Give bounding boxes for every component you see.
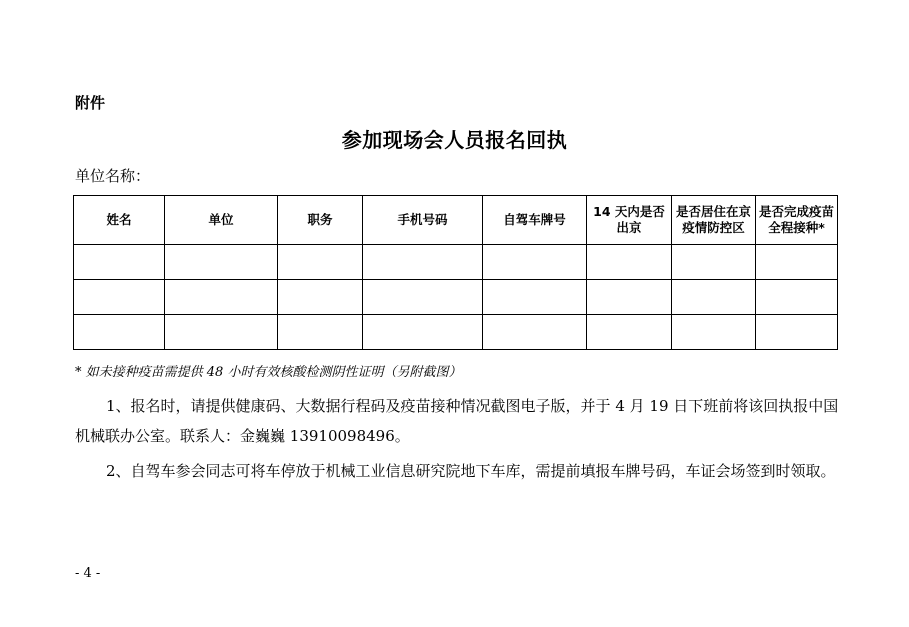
table-cell[interactable] bbox=[672, 280, 756, 315]
registration-table bbox=[73, 195, 838, 350]
table-cell[interactable] bbox=[74, 315, 165, 350]
col-header-control-zone: 是否居住在京疫情防控区 bbox=[672, 196, 756, 245]
table-cell[interactable] bbox=[278, 315, 363, 350]
table-cell[interactable] bbox=[278, 245, 363, 280]
col-header-vaccinated: 是否完成疫苗全程接种* bbox=[756, 196, 838, 245]
vaccine-footnote: * 如未接种疫苗需提供 48 小时有效核酸检测阴性证明（另附截图） bbox=[75, 365, 462, 380]
table-cell[interactable] bbox=[672, 315, 756, 350]
col-header-name: 姓名 bbox=[74, 196, 165, 245]
table-cell[interactable] bbox=[587, 280, 672, 315]
col-header-left-beijing: 14 天内是否出京 bbox=[587, 196, 672, 245]
table-cell[interactable] bbox=[363, 280, 483, 315]
col-header-unit: 单位 bbox=[165, 196, 278, 245]
page-number: - 4 - bbox=[75, 566, 101, 581]
col-header-position: 职务 bbox=[278, 196, 363, 245]
table-row bbox=[74, 245, 838, 280]
table-header-row bbox=[74, 196, 838, 245]
col-header-phone: 手机号码 bbox=[363, 196, 483, 245]
table-cell[interactable] bbox=[363, 245, 483, 280]
table-cell[interactable] bbox=[165, 280, 278, 315]
attachment-label: 附件 bbox=[75, 94, 106, 112]
table-cell[interactable] bbox=[165, 315, 278, 350]
table-cell[interactable] bbox=[756, 245, 838, 280]
table-row bbox=[74, 280, 838, 315]
instruction-paragraph-2: 2、自驾车参会同志可将车停放于机械工业信息研究院地下车库，需提前填报车牌号码，车证会场签到时领取。 bbox=[106, 462, 836, 480]
table-cell[interactable] bbox=[363, 315, 483, 350]
table-cell[interactable] bbox=[756, 315, 838, 350]
table-cell[interactable] bbox=[756, 280, 838, 315]
table-cell[interactable] bbox=[278, 280, 363, 315]
table-cell[interactable] bbox=[672, 245, 756, 280]
table-cell[interactable] bbox=[74, 245, 165, 280]
table-cell[interactable] bbox=[483, 245, 587, 280]
table-cell[interactable] bbox=[483, 315, 587, 350]
unit-name-label: 单位名称： bbox=[75, 167, 151, 185]
instruction-paragraph-1: 1、报名时，请提供健康码、大数据行程码及疫苗接种情况截图电子版，并于 4 月 19 日下班前将该回执报中国机械联办公室。联系人：金巍巍 13910098496。 bbox=[75, 397, 839, 445]
table-cell[interactable] bbox=[587, 315, 672, 350]
col-header-plate: 自驾车牌号 bbox=[483, 196, 587, 245]
page-title: 参加现场会人员报名回执 bbox=[341, 128, 568, 152]
table-cell[interactable] bbox=[74, 280, 165, 315]
table-cell[interactable] bbox=[587, 245, 672, 280]
table-cell[interactable] bbox=[483, 280, 587, 315]
table-row bbox=[74, 315, 838, 350]
table-cell[interactable] bbox=[165, 245, 278, 280]
